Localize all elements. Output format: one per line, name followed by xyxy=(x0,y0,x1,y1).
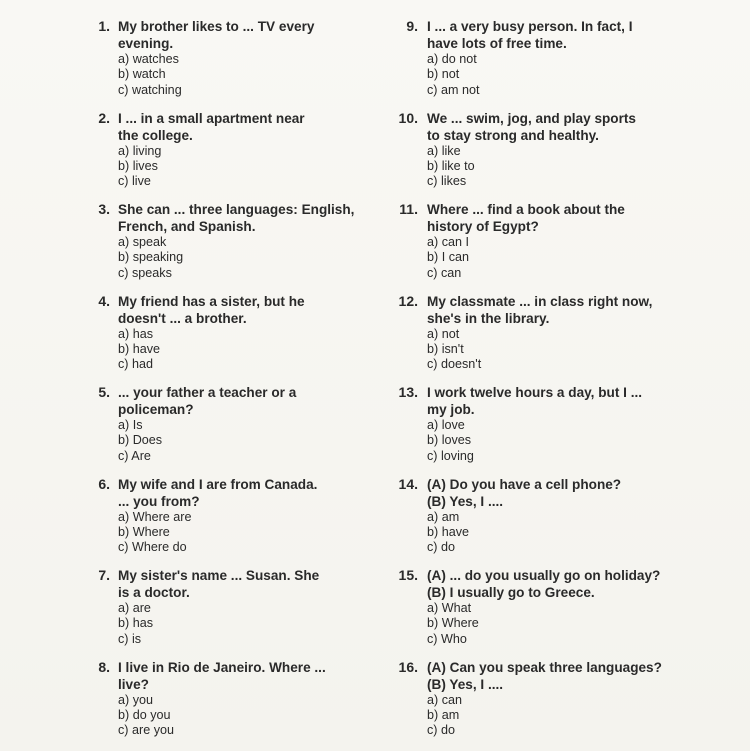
question-text: I live in Rio de Janeiro. Where ... xyxy=(118,659,326,675)
answer-option: a) Is xyxy=(118,418,143,432)
question-text: live? xyxy=(118,676,149,692)
answer-option: a) Where are xyxy=(118,509,192,524)
answer-options xyxy=(118,235,183,281)
answer-option: b) I can xyxy=(427,250,469,265)
right-question-column xyxy=(392,18,722,750)
question-text: Where ... find a book about the xyxy=(427,202,625,217)
answer-option: b) speaking xyxy=(118,250,184,265)
question-item xyxy=(392,201,722,293)
answer-option: c) are you xyxy=(118,723,174,738)
question-text: she's in the library. xyxy=(427,310,550,326)
answer-options xyxy=(427,510,469,556)
question-number: 4. xyxy=(98,292,110,309)
answer-option: b) do you xyxy=(118,707,171,722)
question-text: to stay strong and healthy. xyxy=(427,127,599,143)
question-item xyxy=(86,201,376,293)
answer-options xyxy=(427,52,480,98)
answer-option: c) Are xyxy=(118,448,151,463)
question-item xyxy=(392,110,722,202)
question-number: 11. xyxy=(399,201,418,217)
answer-option: c) likes xyxy=(427,174,467,189)
question-text: My sister's name ... Susan. She xyxy=(118,568,320,583)
question-number: 15. xyxy=(398,567,418,583)
answer-options xyxy=(118,510,192,556)
question-text: my job. xyxy=(427,402,475,417)
question-number: 10. xyxy=(398,109,418,126)
answer-options xyxy=(427,693,462,739)
question-text: (A) ... do you usually go on holiday? xyxy=(427,568,661,583)
answer-option: c) watching xyxy=(118,82,182,97)
answer-option: b) Where xyxy=(427,616,479,631)
question-number: 7. xyxy=(98,567,110,583)
answer-option: c) loving xyxy=(427,448,474,463)
question-text: My classmate ... in class right now, xyxy=(427,293,653,309)
answer-option: a) not xyxy=(427,326,460,341)
answer-option: b) have xyxy=(427,524,470,539)
answer-options xyxy=(118,418,162,464)
question-number: 14. xyxy=(398,475,418,492)
answer-option: c) do xyxy=(427,723,455,738)
answer-option: b) am xyxy=(427,707,460,722)
answer-option: c) had xyxy=(118,357,154,372)
question-text: She can ... three languages: English, xyxy=(118,202,355,217)
question-number: 1. xyxy=(98,18,110,34)
question-text: doesn't ... a brother. xyxy=(118,310,247,326)
question-number: 3. xyxy=(98,201,110,217)
answer-option: a) living xyxy=(118,143,162,158)
question-text: policeman? xyxy=(118,402,194,417)
question-item xyxy=(86,18,376,110)
answer-options xyxy=(427,235,469,281)
answer-option: a) can I xyxy=(427,235,469,249)
answer-option: b) isn't xyxy=(427,341,464,356)
question-text: (A) Can you speak three languages? xyxy=(427,659,662,675)
answer-option: c) do xyxy=(427,540,455,555)
answer-option: c) am not xyxy=(427,82,480,97)
question-item xyxy=(392,476,722,568)
answer-option: a) am xyxy=(427,509,460,524)
question-text: My brother likes to ... TV every xyxy=(118,19,315,34)
question-item xyxy=(86,384,376,476)
answer-option: a) you xyxy=(118,692,154,707)
question-number: 2. xyxy=(98,109,110,126)
question-text: My friend has a sister, but he xyxy=(118,293,305,309)
answer-options xyxy=(118,52,182,98)
answer-option: b) have xyxy=(118,341,161,356)
answer-option: c) can xyxy=(427,265,462,280)
answer-option: a) are xyxy=(118,601,151,615)
answer-options xyxy=(118,327,160,373)
question-text: (A) Do you have a cell phone? xyxy=(427,476,622,492)
question-text: (B) I usually go to Greece. xyxy=(427,585,595,600)
answer-option: b) like to xyxy=(427,158,475,173)
left-question-column xyxy=(86,18,376,750)
answer-options xyxy=(427,144,475,190)
answer-options xyxy=(427,327,481,373)
question-text: (B) Yes, I .... xyxy=(427,676,504,692)
question-number: 5. xyxy=(98,384,110,400)
question-text: ... your father a teacher or a xyxy=(118,385,297,400)
answer-option: b) not xyxy=(427,67,460,82)
question-text: is a doctor. xyxy=(118,585,190,600)
answer-option: c) is xyxy=(118,631,142,646)
question-number: 8. xyxy=(98,658,110,675)
answer-option: a) love xyxy=(427,418,465,432)
answer-option: a) like xyxy=(427,143,461,158)
question-item xyxy=(86,110,376,202)
answer-option: c) doesn't xyxy=(427,357,482,372)
question-number: 9. xyxy=(406,18,418,34)
question-number: 16. xyxy=(398,658,418,675)
question-text: ... you from? xyxy=(118,493,200,509)
answer-option: c) Where do xyxy=(118,540,187,555)
question-text: We ... swim, jog, and play sports xyxy=(427,110,636,126)
question-text: the college. xyxy=(118,127,193,143)
answer-option: a) can xyxy=(427,692,463,707)
question-text: (B) Yes, I .... xyxy=(427,493,504,509)
question-number: 13. xyxy=(398,384,418,400)
answer-option: a) do not xyxy=(427,52,477,66)
question-item xyxy=(86,476,376,568)
answer-option: a) What xyxy=(427,601,472,615)
question-text: have lots of free time. xyxy=(427,36,567,51)
answer-options xyxy=(427,601,479,647)
answer-options xyxy=(427,418,474,464)
answer-option: b) loves xyxy=(427,433,472,448)
question-text: evening. xyxy=(118,36,174,51)
question-number: 6. xyxy=(98,475,110,492)
question-item xyxy=(392,659,722,751)
question-item xyxy=(392,293,722,385)
answer-options xyxy=(118,601,153,647)
answer-option: c) live xyxy=(118,174,151,189)
question-number: 12. xyxy=(398,292,418,309)
question-item xyxy=(86,293,376,385)
question-item xyxy=(392,567,722,659)
question-text: I ... in a small apartment near xyxy=(118,110,305,126)
question-item xyxy=(86,567,376,659)
question-text: I ... a very busy person. In fact, I xyxy=(427,19,633,34)
answer-option: b) Where xyxy=(118,524,170,539)
answer-option: c) Who xyxy=(427,631,467,646)
answer-option: a) watches xyxy=(118,52,179,66)
answer-option: b) Does xyxy=(118,433,163,448)
question-text: I work twelve hours a day, but I ... xyxy=(427,385,643,400)
question-text: history of Egypt? xyxy=(427,219,539,234)
answer-option: c) speaks xyxy=(118,265,172,280)
answer-option: b) watch xyxy=(118,67,166,82)
answer-option: a) speak xyxy=(118,235,167,249)
question-text: French, and Spanish. xyxy=(118,219,256,234)
answer-option: b) has xyxy=(118,616,154,631)
question-item xyxy=(86,659,376,751)
question-item xyxy=(392,384,722,476)
answer-option: a) has xyxy=(118,326,154,341)
question-item xyxy=(392,18,722,110)
answer-options xyxy=(118,693,174,739)
question-text: My wife and I are from Canada. xyxy=(118,476,318,492)
answer-option: b) lives xyxy=(118,158,158,173)
answer-options xyxy=(118,144,161,190)
